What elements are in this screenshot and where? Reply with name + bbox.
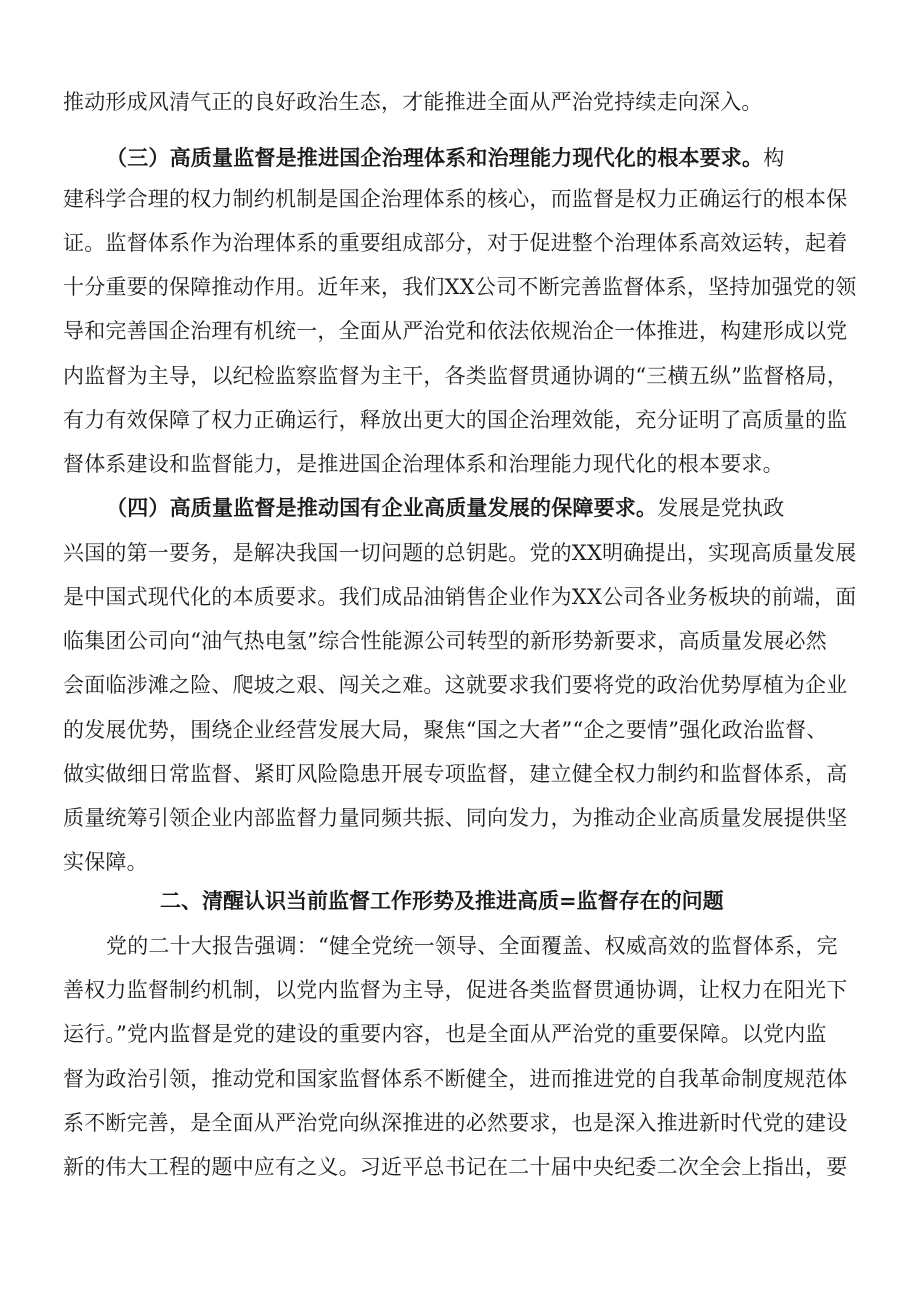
text-line xyxy=(63,803,847,833)
paragraph-text: 做实做细日常监督、紧盯风险隐患开展专项监督，建立健全权力制约和监督体系，高 xyxy=(63,762,848,786)
paragraph-text: 推动形成风清气正的良好政治生态，才能推进全面从严治党持续走向深入。 xyxy=(63,90,763,114)
paragraph-text: 内监督为主导，以纪检监察监督为主干，各类监督贯通协调的“三横五纵”监督格局， xyxy=(63,364,849,388)
text-line xyxy=(63,847,148,877)
paragraph-text: 导和完善国企治理有机统一，全面从严治党和依法依规治企一体推进，构建形成以党 xyxy=(63,319,848,343)
paragraph-text: 质量统筹引领企业内部监督力量同频共振、同向发力，为推动企业高质量发展提供坚 xyxy=(63,806,848,830)
text-line xyxy=(63,670,847,700)
paragraph-text: 实保障。 xyxy=(63,850,148,874)
text-line xyxy=(106,143,784,173)
text-line xyxy=(63,449,784,479)
section-lead-heading: （三）高质量监督是推进国企治理体系和治理能力现代化的根本要求。 xyxy=(106,145,764,170)
text-line xyxy=(63,715,828,745)
paragraph-text: 督体系建设和监督能力，是推进国企治理体系和治理能力现代化的根本要求。 xyxy=(63,452,784,476)
text-line xyxy=(63,1019,827,1049)
text-line xyxy=(63,361,848,391)
text-line xyxy=(63,1152,847,1182)
text-line xyxy=(63,759,847,789)
text-line xyxy=(63,582,857,612)
paragraph-text: 兴国的第一要务，是解决我国一切问题的总钥匙。党的XX明确提出，实现高质量发展 xyxy=(63,541,857,565)
paragraph-text: 的发展优势，围绕企业经营发展大局，聚焦“国之大者”“企之要情”强化政治监督、 xyxy=(63,718,828,742)
text-line xyxy=(63,272,857,302)
text-line xyxy=(63,184,847,214)
text-line xyxy=(63,538,857,568)
section-heading: 二、清醒认识当前监督工作形势及推进高质=监督存在的问题 xyxy=(160,888,724,913)
paragraph-text: 系不断完善，是全面从严治党向纵深推进的必然要求，也是深入推进新时代党的建设 xyxy=(63,1111,848,1135)
text-line xyxy=(106,931,838,961)
paragraph-text: 新的伟大工程的题中应有之义。习近平总书记在二十届中央纪委二次全会上指出，要 xyxy=(63,1155,848,1179)
text-line xyxy=(63,1108,847,1138)
text-line xyxy=(63,626,827,656)
text-line xyxy=(63,228,847,258)
paragraph-text: 发展是党执政 xyxy=(657,496,785,520)
text-line xyxy=(63,316,847,346)
text-line xyxy=(63,87,763,117)
paragraph-text: 是中国式现代化的本质要求。我们成品油销售企业作为XX公司各业务板块的前端，面 xyxy=(63,585,857,609)
paragraph-text: 运行。”党内监督是党的建设的重要内容，也是全面从严治党的重要保障。以党内监 xyxy=(63,1022,827,1046)
text-line xyxy=(63,975,847,1005)
paragraph-text: 建科学合理的权力制约机制是国企治理体系的核心，而监督是权力正确运行的根本保 xyxy=(63,187,848,211)
text-line xyxy=(63,1064,847,1094)
paragraph-text: 构 xyxy=(763,146,785,170)
paragraph-text: 督为政治引领，推动党和国家监督体系不断健全，进而推进党的自我革命制度规范体 xyxy=(63,1067,848,1091)
text-line xyxy=(63,405,847,435)
paragraph-text: 证。监督体系作为治理体系的重要组成部分，对于促进整个治理体系高效运转，起着 xyxy=(63,231,848,255)
paragraph-text: 善权力监督制约机制，以党内监督为主导，促进各类监督贯通协调，让权力在阳光下 xyxy=(63,978,848,1002)
paragraph-text: 会面临涉滩之险、爬坡之艰、闯关之难。这就要求我们要将党的政治优势厚植为企业 xyxy=(63,673,848,697)
paragraph-text: 党的二十大报告强调：“健全党统一领导、全面覆盖、权威高效的监督体系，完 xyxy=(106,934,838,958)
paragraph-text: 有力有效保障了权力正确运行，释放出更大的国企治理效能，充分证明了高质量的监 xyxy=(63,408,848,432)
paragraph-text: 十分重要的保障推动作用。近年来，我们XX公司不断完善监督体系，坚持加强党的领 xyxy=(63,275,857,299)
text-line xyxy=(106,493,784,523)
section-lead-heading: （四）高质量监督是推动国有企业高质量发展的保障要求。 xyxy=(106,495,658,520)
paragraph-text: 临集团公司向“油气热电氢”综合性能源公司转型的新形势新要求，高质量发展必然 xyxy=(63,629,827,653)
